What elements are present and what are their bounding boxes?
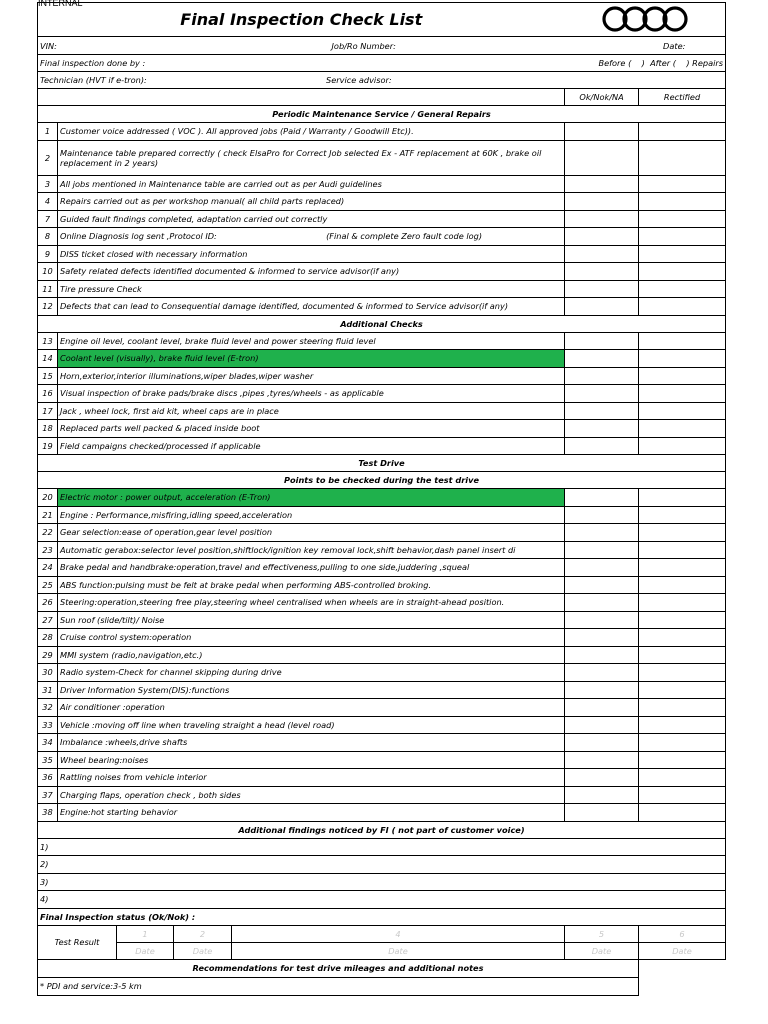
status-cell[interactable] [565,611,639,629]
rectified-cell[interactable] [639,263,726,281]
status-cell[interactable] [565,594,639,612]
rectified-cell[interactable] [639,228,726,246]
item-text: Air conditioner :operation [58,699,565,717]
item-text: Electric motor : power output, acceleration (E-Tron) [58,489,565,507]
item-text: Engine oil level, coolant level, brake fluid level and power steering fluid level [58,332,565,350]
item-number: 27 [38,611,58,629]
test-result-label: Test Result [38,925,117,959]
item-text: Horn,exterior,interior illuminations,wiper blades,wiper washer [58,367,565,385]
item-text: Guided fault findings completed, adaptation carried out correctly [58,210,565,228]
item-text: All jobs mentioned in Maintenance table are carried out as per Audi guidelines [58,175,565,193]
item-text: Cruise control system:operation [58,629,565,647]
checklist-row [38,210,726,228]
item-number: 36 [38,769,58,787]
checklist-row [38,437,726,455]
rectified-cell[interactable] [639,559,726,577]
checklist-row [38,804,726,822]
status-cell[interactable] [565,646,639,664]
rectified-cell[interactable] [639,751,726,769]
status-cell[interactable] [565,804,639,822]
item-number: 26 [38,594,58,612]
checklist-row [38,263,726,281]
item-text: Customer voice addressed ( VOC ). All approved jobs (Paid / Warranty / Goodwill Etc)). [58,123,565,141]
checklist-row [38,751,726,769]
item-text: Tire pressure Check [58,280,565,298]
item-number: 14 [38,350,58,368]
rectified-cell[interactable] [639,769,726,787]
status-cell[interactable] [565,175,639,193]
status-cell[interactable] [565,263,639,281]
page-title: Final Inspection Check List [38,3,565,37]
recommendations-header: Recommendations for test drive mileages and additional notes [38,959,639,977]
section-header: Additional Checks [38,315,726,332]
item-text: Sun roof (slide/tilt)/ Noise [58,611,565,629]
rectified-cell[interactable] [639,210,726,228]
item-number: 38 [38,804,58,822]
item-number: 4 [38,193,58,211]
item-text: Wheel bearing:noises [58,751,565,769]
item-number: 12 [38,298,58,316]
section-header: Additional findings noticed by FI ( not part of customer voice) [38,821,726,838]
rectified-cell[interactable] [639,576,726,594]
rectified-cell[interactable] [639,734,726,752]
item-number: 34 [38,734,58,752]
rectified-cell[interactable] [639,594,726,612]
rectified-cell[interactable] [639,437,726,455]
status-cell[interactable] [565,629,639,647]
status-cell[interactable] [565,350,639,368]
rectified-cell[interactable] [639,524,726,542]
test-number[interactable]: 5 [565,925,639,942]
checklist-row [38,385,726,403]
status-column-header: Ok/Nok/NA [565,89,639,106]
audi-rings-icon [599,5,691,33]
status-cell[interactable] [565,402,639,420]
section-header: Periodic Maintenance Service / General Repairs [38,106,726,123]
audi-rings-logo [565,3,726,37]
item-number: 30 [38,664,58,682]
test-number[interactable]: 2 [174,925,232,942]
checklist-row [38,716,726,734]
item-text: Maintenance table prepared correctly ( check ElsaPro for Correct Job selected Ex - ATF replacement at 60K , brake oil replacement in 2 years) [58,140,565,175]
checklist-row [38,681,726,699]
item-text: Charging flaps, operation check , both sides [58,786,565,804]
date-label: Date: [663,40,686,51]
status-cell[interactable] [565,541,639,559]
status-cell[interactable] [565,385,639,403]
rectified-cell[interactable] [639,611,726,629]
checklist-row [38,506,726,524]
item-number: 33 [38,716,58,734]
final-done-row[interactable] [38,55,726,72]
item-number: 2 [38,140,58,175]
section-header: Test Drive [38,455,726,472]
rectified-cell[interactable] [639,367,726,385]
rectified-cell[interactable] [639,629,726,647]
status-cell[interactable] [565,769,639,787]
checklist-row [38,332,726,350]
status-cell[interactable] [565,716,639,734]
checklist-row [38,489,726,507]
vin-label: VIN: [40,40,57,51]
rectified-cell[interactable] [639,786,726,804]
item-number: 20 [38,489,58,507]
checklist-row [38,367,726,385]
rectified-cell[interactable] [639,646,726,664]
checklist-row [38,298,726,316]
item-text: Radio system-Check for channel skipping during drive [58,664,565,682]
status-cell[interactable] [565,420,639,438]
item-text: Vehicle :moving off line when traveling straight a head (level road) [58,716,565,734]
status-cell[interactable] [565,559,639,577]
item-number: 11 [38,280,58,298]
rectified-cell[interactable] [639,298,726,316]
job-ro-label: Job/Ro Number: [331,40,396,51]
item-text: Rattling noises from vehicle interior [58,769,565,787]
checklist-table [37,2,726,996]
item-number: 21 [38,506,58,524]
rectified-cell[interactable] [639,350,726,368]
checklist-row [38,611,726,629]
status-cell[interactable] [565,734,639,752]
checklist-row [38,769,726,787]
rectified-cell[interactable] [639,804,726,822]
rectified-cell[interactable] [639,123,726,141]
item-number: 15 [38,367,58,385]
status-cell[interactable] [565,280,639,298]
checklist-row [38,524,726,542]
checklist-row [38,646,726,664]
item-text: Engine : Performance,misfiring,idling speed,acceleration [58,506,565,524]
checklist-row [38,559,726,577]
finding-line[interactable]: 3) [38,873,726,891]
rectified-cell[interactable] [639,332,726,350]
item-number: 28 [38,629,58,647]
technician-row[interactable] [38,72,726,89]
rectified-cell[interactable] [639,280,726,298]
item-text: Engine:hot starting behavior [58,804,565,822]
before-after-label: Before ( ) After ( ) Repairs [598,58,724,68]
item-text: Defects that can lead to Consequential damage identified, documented & informed to Service advisor(if any) [58,298,565,316]
checklist-row [38,594,726,612]
checklist-row [38,245,726,263]
item-number: 7 [38,210,58,228]
pdi-note: * PDI and service:3-5 km [38,977,639,995]
checklist-row [38,420,726,438]
rectified-cell[interactable] [639,716,726,734]
vin-row[interactable] [38,37,726,55]
checklist-row [38,699,726,717]
checklist-row [38,734,726,752]
service-advisor-label: Service advisor: [326,75,392,85]
item-number: 31 [38,681,58,699]
item-text: Brake pedal and handbrake:operation,travel and effectiveness,pulling to one side,juddering ,squeal [58,559,565,577]
item-number: 1 [38,123,58,141]
status-cell[interactable] [565,367,639,385]
item-number: 25 [38,576,58,594]
checklist-row [38,175,726,193]
checklist-row [38,350,726,368]
item-number: 9 [38,245,58,263]
status-cell[interactable] [565,751,639,769]
item-text: Automatic gerabox:selector level position,shiftlock/ignition key removal lock,shift behavior,dash panel insert di [58,541,565,559]
rectified-cell[interactable] [639,681,726,699]
item-text: MMI system (radio,navigation,etc.) [58,646,565,664]
item-number: 37 [38,786,58,804]
status-cell[interactable] [565,524,639,542]
rectified-cell[interactable] [639,664,726,682]
rectified-cell[interactable] [639,402,726,420]
item-number: 10 [38,263,58,281]
item-number: 3 [38,175,58,193]
item-text: Repairs carried out as per workshop manual( all child parts replaced) [58,193,565,211]
status-cell[interactable] [565,193,639,211]
test-date[interactable]: Date [639,942,726,959]
status-cell[interactable] [565,681,639,699]
status-cell[interactable] [565,786,639,804]
item-text: Driver Information System(DIS):functions [58,681,565,699]
status-cell[interactable] [565,332,639,350]
internal-label: INTERNAL [38,0,83,8]
rectified-column-header: Rectified [639,89,726,106]
test-date[interactable]: Date [174,942,232,959]
section-header: Points to be checked during the test drive [38,472,726,489]
item-text: Gear selection:ease of operation,gear level position [58,524,565,542]
final-status-label: Final Inspection status (Ok/Nok) : [38,908,726,925]
status-cell[interactable] [565,664,639,682]
item-text: ABS function:pulsing must be felt at brake pedal when performing ABS-controlled broking. [58,576,565,594]
item-text: Visual inspection of brake pads/brake discs ,pipes ,tyres/wheels - as applicable [58,385,565,403]
finding-line[interactable]: 4) [38,891,726,909]
status-cell[interactable] [565,576,639,594]
checklist-row [38,280,726,298]
checklist-row [38,228,726,246]
final-done-by-label: Final inspection done by : [40,58,146,68]
item-number: 18 [38,420,58,438]
rectified-cell[interactable] [639,506,726,524]
test-number[interactable]: 4 [232,925,565,942]
status-cell[interactable] [565,228,639,246]
checklist-row [38,541,726,559]
test-date[interactable]: Date [565,942,639,959]
status-cell[interactable] [565,437,639,455]
test-number[interactable]: 6 [639,925,726,942]
checklist-row [38,664,726,682]
item-number: 8 [38,228,58,246]
item-text: Field campaigns checked/processed if applicable [58,437,565,455]
rectified-cell[interactable] [639,420,726,438]
technician-label: Technician (HVT if e-tron): [40,75,147,85]
test-date[interactable]: Date [117,942,174,959]
status-cell[interactable] [565,506,639,524]
rectified-cell[interactable] [639,489,726,507]
checklist-row [38,786,726,804]
status-cell[interactable] [565,298,639,316]
finding-line[interactable]: 1) [38,838,726,856]
item-number: 23 [38,541,58,559]
item-text: DISS ticket closed with necessary information [58,245,565,263]
item-number: 32 [38,699,58,717]
checklist-row [38,576,726,594]
item-number: 35 [38,751,58,769]
item-text: Replaced parts well packed & placed inside boot [58,420,565,438]
item-number: 16 [38,385,58,403]
item-text: Safety related defects identified documented & informed to service advisor(if any) [58,263,565,281]
rectified-cell[interactable] [639,385,726,403]
status-cell[interactable] [565,210,639,228]
checklist-row [38,193,726,211]
item-number: 19 [38,437,58,455]
item-text: Online Diagnosis log sent ,Protocol ID: (Final & complete Zero fault code log) [58,228,565,246]
item-number: 17 [38,402,58,420]
finding-line[interactable]: 2) [38,856,726,874]
status-cell[interactable] [565,140,639,175]
rectified-cell[interactable] [639,175,726,193]
rectified-cell[interactable] [639,541,726,559]
checklist-row [38,123,726,141]
item-text: Imbalance :wheels,drive shafts [58,734,565,752]
item-text: Steering:operation,steering free play,steering wheel centralised when wheels are in straight-ahead position. [58,594,565,612]
test-date[interactable]: Date [232,942,565,959]
item-text: Jack , wheel lock, first aid kit, wheel caps are in place [58,402,565,420]
checklist-row [38,402,726,420]
item-number: 13 [38,332,58,350]
rectified-cell[interactable] [639,699,726,717]
status-cell[interactable] [565,245,639,263]
rectified-cell[interactable] [639,193,726,211]
checklist-row [38,629,726,647]
status-cell[interactable] [565,123,639,141]
item-number: 29 [38,646,58,664]
item-number: 22 [38,524,58,542]
rectified-cell[interactable] [639,245,726,263]
rectified-cell[interactable] [639,140,726,175]
item-text: Coolant level (visually), brake fluid level (E-tron) [58,350,565,368]
status-cell[interactable] [565,489,639,507]
item-number: 24 [38,559,58,577]
test-number[interactable]: 1 [117,925,174,942]
checklist-row [38,140,726,175]
status-cell[interactable] [565,699,639,717]
